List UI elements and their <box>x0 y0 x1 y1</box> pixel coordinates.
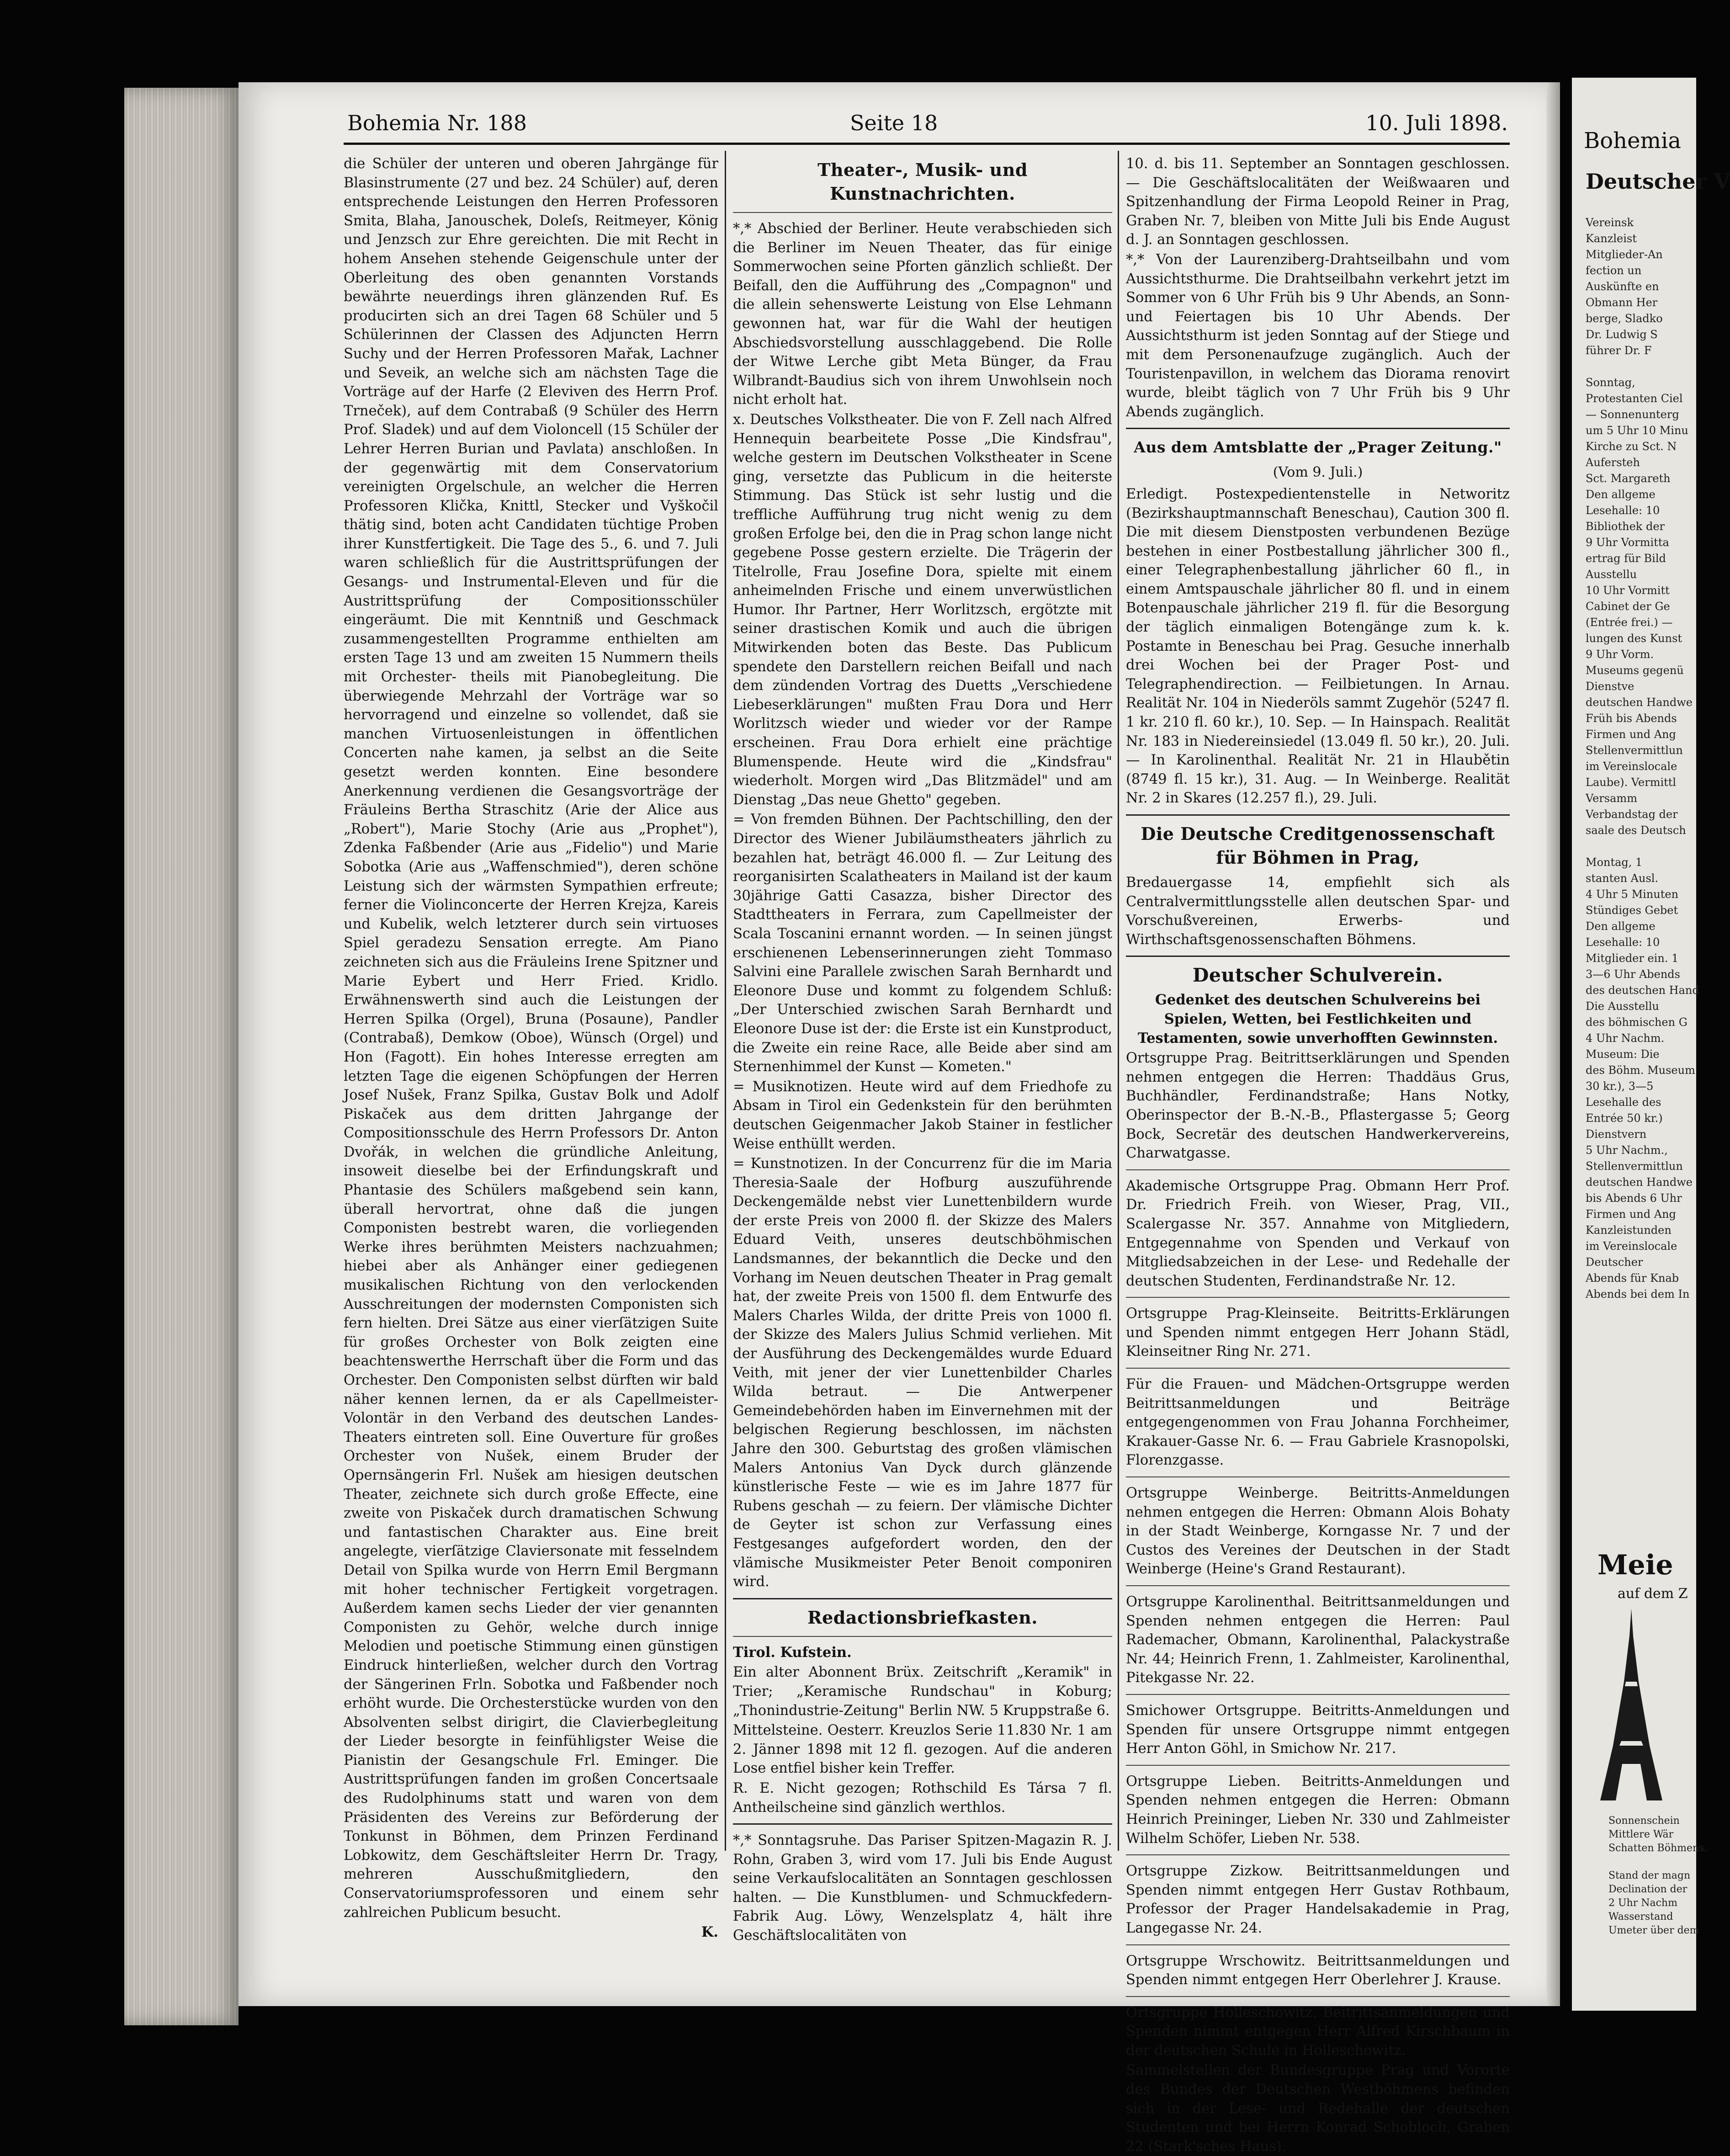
adjacent-line: um 5 Uhr 10 Minu <box>1586 424 1688 437</box>
section-rule <box>1126 956 1510 957</box>
adjacent-page-fragment <box>1572 78 1730 2011</box>
amtsblatt-text: Erledigt. Postexpedientenstelle in Networitz (Bezirkshauptmannschaft Beneschau), Caution 300 fl. Die mit diesem Dienstposten verbundenen Bezüge bestehen in einer Postbestallung jährlicher 300 fl., einer Telegraphenbestallung jährlicher 60 fl., in einem Amtspauschale jährlicher 80 fl. und in einem Botenpauschale jährlicher 219 fl. für die Besorgung der täglich einmaligen Botengänge zum k. k. Postamte in Beneschau bei Prag. Gesuche innerhalb drei Wochen bei der Prager Post- und Telegraphendirection. — Feilbietungen. In Arnau. Realität Nr. 104 in Niederöls sammt Zugehör (5247 fl. 1 kr. 210 fl. 60 kr.), 10. Sep. — In Hainspach. Realität Nr. 183 in Niedereinsiedel (13.049 fl. 50 kr.), 20. Juli. — In Karolinenthal. Realität Nr. 21 in Hlaubětin (8749 fl. 15 kr.), 31. Aug. — In Weinberge. Realität Nr. 2 in Skares (12.257 fl.), 29. Juli. <box>1126 486 1510 807</box>
section-rule <box>733 1636 1112 1637</box>
section-rule <box>733 1598 1112 1599</box>
adjacent-footer-line: Schatten Böhmens. <box>1608 1843 1708 1854</box>
header-date: 10. Juli 1898. <box>1365 111 1508 135</box>
article-volkstheater: x. Deutsches Volkstheater. Die von F. Zell nach Alfred Hennequin bearbeitete Posse „Die Kindsfrau", welche gestern im Deutschen Volkstheater in Scene ging, versetzte das Publicum in die heiterste Stimmung. Das Stück ist sehr lustig und die treffliche Aufführung trug nicht wenig zu dem großen Erfolge bei, den die in Prag schon lange nicht gegebene Posse gestern erzielte. Die Trägerin der Titelrolle, Frau Josefine Dora, spielte mit einem anheimelnden Frische und einem unverwüstlichen Humor. Ihr Partner, Herr Worlitzsch, ergötzte mit seiner drastischen Komik und auch die übrigen Mitwirkenden boten das Beste. Das Publicum spendete den Darstellern reichen Beifall und nach dem zündenden Vortrag des Duetts „Verschiedene Liebeserklärungen" mußten Frau Dora und Herr Worlitzsch wieder und wieder vor der Rampe erscheinen. Frau Dora erhielt eine prächtige Blumenspende. Heute wird die „Kindsfrau" wiederholt. Morgen wird „Das Blitzmädel" und am Dienstag „Das neue Ghetto" gegeben. <box>733 411 1112 808</box>
ortsgruppe-entry: Für die Frauen- und Mädchen-Ortsgruppe werden Beitrittsanmeldungen und Beiträge entgegengenommen von Frau Johanna Forchheimer, Krakauer-Gasse Nr. 6. — Frau Gabriele Krasnopolski, Florenzgasse. <box>1126 1376 1510 1469</box>
adjacent-column-text <box>1586 215 1704 1586</box>
adjacent-footer-line: Umeter über dem <box>1608 1925 1699 1936</box>
adjacent-footer-line: Mittlere Wär <box>1608 1829 1674 1840</box>
mailbox-entry: Tirol. Kufstein. <box>733 1644 852 1661</box>
section-title-mailbox: Redactionsbriefkasten. <box>807 1607 1038 1628</box>
article-fremde-buehnen: = Von fremden Bühnen. Der Pachtschilling, den der Director des Wiener Jubiläumstheaters jährlich zu bezahlen hat, beträgt 46.000 fl. — Zur Leitung des reorganisirten Scalatheaters in Mailand ist der kaum 30jährige Gatti Casazza, bisher Director des Stadttheaters in Ferrara, zum Capellmeister der Scala Toscanini ernannt worden. — In seinen jüngst erschienenen Lebenserinnerungen zieht Tommaso Salvini eine Parallele zwischen Sarah Bernhardt und Eleonore Duse und kommt zu folgendem Schluß: „Der Unterschied zwischen Sarah Bernhardt und Eleonore Duse ist der: die Erste ist ein Kunstproduct, die Zweite ein reine Race, alle Beide aber sind am Sternenhimmel der Kunst — Kometen." <box>733 812 1112 1075</box>
adjacent-line: Sonntag, <box>1586 376 1635 389</box>
adjacent-line <box>1586 839 1704 855</box>
adjacent-line: Kirche zu Sct. N <box>1586 440 1677 453</box>
adjacent-footer-line: 2 Uhr Nachm <box>1608 1897 1677 1909</box>
header-rule <box>344 143 1510 145</box>
entry-rule <box>1126 1854 1510 1855</box>
section-title-creditgenossenschaft: Die Deutsche Creditgenossenschaft für Böhmen in Prag, <box>1141 823 1495 868</box>
column-1 <box>344 154 718 1941</box>
adjacent-line: Lesehalle des <box>1586 1096 1661 1109</box>
adjacent-line: Firmen und Ang <box>1586 1208 1676 1221</box>
adjacent-line: 30 kr.), 3—5 <box>1586 1080 1654 1093</box>
adjacent-line: deutschen Handwe <box>1586 1176 1693 1189</box>
adjacent-line: berge, Sladko <box>1586 312 1663 325</box>
adjacent-line: Versamm <box>1586 792 1637 805</box>
adjacent-ad-title: Meie <box>1597 1549 1673 1581</box>
adjacent-footer-line <box>1608 1855 1700 1869</box>
adjacent-line: Stellenvermittlun <box>1586 1160 1683 1173</box>
adjacent-line: 4 Uhr 5 Minuten <box>1586 888 1679 901</box>
adjacent-line: Montag, 1 <box>1586 856 1643 869</box>
adjacent-line: Vereinsk <box>1586 216 1634 229</box>
adjacent-line: Protestanten Ciel <box>1586 392 1683 405</box>
ortsgruppe-entry: Ortsgruppe Prag-Kleinseite. Beitritts-Erklärungen und Spenden nimmt entgegen Herr Johann Städl, Kleinseitner Ring Nr. 271. <box>1126 1306 1510 1360</box>
entry-rule <box>1126 1476 1510 1477</box>
section-rule <box>733 212 1112 213</box>
entry-rule <box>1126 1944 1510 1945</box>
adjacent-line: Dienstvern <box>1586 1128 1647 1141</box>
adjacent-line: Den allgeme <box>1586 920 1656 933</box>
adjacent-line: Mitglieder-An <box>1586 248 1663 261</box>
adjacent-footer-line: Declination der <box>1608 1884 1688 1895</box>
adjacent-line: 9 Uhr Vormitta <box>1586 536 1669 549</box>
adjacent-line: Museum: Die <box>1586 1048 1660 1061</box>
adjacent-line: Dienstve <box>1586 680 1634 693</box>
adjacent-line: Dr. Ludwig S <box>1586 328 1658 341</box>
adjacent-line: (Entrée frei.) — <box>1586 616 1673 629</box>
sammelstellen-entry: Sammelstellen der Bundesgruppe Prag und Vororte des Bundes der Deutschen Westböhmens befinden sich in der Lese- und Redehalle der deutschen Studenten und bei Herrn Konrad Schobloch, Graben 22 (Stark'sches Haus). <box>1126 2062 1510 2155</box>
adjacent-line: saale des Deutsch <box>1586 824 1686 837</box>
adjacent-line: 9 Uhr Vorm. <box>1586 648 1654 661</box>
adjacent-line: Sct. Margareth <box>1586 472 1671 485</box>
amtsblatt-date: (Vom 9. Juli.) <box>1273 464 1363 481</box>
adjacent-line <box>1586 359 1704 375</box>
ortsgruppe-entry: Ortsgruppe Karolinenthal. Beitrittsanmeldungen und Spenden nehmen entgegen die Herren: Paul Rademacher, Obmann, Karolinenthal, Palackystraße Nr. 44; Heinrich Frenn, 1. Zahlmeister, Karolinenthal, Pitekgasse Nr. 22. <box>1126 1594 1510 1686</box>
conservatory-report-text: die Schüler der unteren und oberen Jahrgänge für Blasinstrumente (27 und bez. 24 Schüler) auf, deren entsprechende Leistungen den Herren Professoren Smita, Blaha, Janouschek, Doleſs, Reitmeyer, König und Jenzsch zur Ehre gereichten. Die mit Recht in hohem Ansehen stehende Geigenschule unter der Oberleitung des oben genannten Vorstands bewährte neuerdings ihren glänzenden Ruf. Es producirten sich an drei Tagen 68 Schüler und 5 Schülerinnen der Classen des Adjuncten Herrn Suchy und der Herren Professoren Mařak, Lachner und Seveik, an welche sich am nächsten Tage die Vorträge auf der Harfe (2 Eleviven des Herrn Prof. Trneček), auf dem Contrabaß (9 Schüler des Herrn Prof. Sladek) und auf dem Violoncell (15 Schüler der Lehrer Herren Burian und Pavlata) anschloßen. In der gegenwärtig mit dem Conservatorium vereinigten Orgelschule, an welcher die Herren Professoren Klička, Knittl, Stecker und Vyškočil thätig sind, boten acht Candidaten tüchtige Proben ihrer Kunstfertigkeit. Die Tage des 5., 6. und 7. Juli waren schließlich für die Austrittsprüfungen der Gesangs- und Instrumental-Eleven und für die Austrittsprüfung der Compositionsschüler eingeräumt. Die mit Kenntniß und Geschmack zusammengestellten Programme enthielten am ersten Tage 13 und am zweiten 15 Nummern theils mit Orchester- theils mit Pianobegleitung. Die überwiegende Mehrzahl der Vorträge war so hervorragend und einzelne so vollendet, daß sie manchen Virtuosenleistungen in öffentlichen Concerten nahe kamen, ja selbst an die Seite gesetzt werden konnten. Eine besondere Anerkennung verdienen die Gesangsvorträge der Fräuleins Bertha Straschitz (Arie der Alice aus „Robert"), Marie Stochy (Arie aus „Prophet"), Zdenka Faßbender (Arie aus „Fidelio") und Marie Sobotka (Arie aus „Waffenschmied"), deren schöne Leistung sich der wärmsten Sympathien erfreute; ferner die Violinconcerte der Herren Krejza, Kareis und Kubelik, welch letzterer durch sein virtuoses Spiel geradezu Sensation erregte. Am Piano zeichneten sich aus die Fräuleins Irene Spitzner und Marie Eybert und Herr Fried. Kridlo. Erwähnenswerth sind auch die Leistungen der Herren Spilka (Orgel), Bruna (Posaune), Pandler (Contrabaß), Demkow (Oboe), Wünsch (Orgel) und Hon (Fagott). Ein hohes Interesse erregten am letzten Tage die eigenen Schöpfungen der Herren Josef Nušek, Franz Spilka, Gustav Bolk und Adolf Piskaček aus dem dritten Jahrgange der Compositionsschule des Herrn Professors Dr. Anton Dvořák, in welchen die gründliche Anleitung, insoweit dieselbe bei der Erfindungskraft und Phantasie des Schülers maßgebend sein kann, überall hervortrat, ohne daß die jungen Componisten bestrebt waren, die vorliegenden Werke ihres berühmten Meisters nachzuahmen; hiebei aber als Anhänger einer gediegenen musikalischen Richtung von den verlockenden Ausschreitungen der modernsten Componisten sich fern hielten. Drei Sätze aus einer vierſätzigen Suite für großes Orchester von Bolk zeigten eine beachtenswerthe Herrschaft über die Form und das Orchester. Den Componisten selbst dürften wir bald näher kennen lernen, da er als Capellmeister-Volontär in den Verband des deutschen Landes-Theaters eintreten soll. Eine Ouverture für großes Orchester von Nušek, einem Bruder der Opernsängerin Frl. Nušek am hiesigen deutschen Theater, zeichnete sich durch große Effecte, eine zweite von Piskaček durch dramatischen Schwung und fantastischen Charakter aus. Eine breit angelegte, vierſätzige Claviersonate mit fesselndem Detail von Spilka wurde von Herrn Emil Bergmann mit hoher technischer Fertigkeit vorgetragen. Außerdem kamen sechs Lieder der vier genannten Componisten zu Gehör, welche durch innige Melodien und poetische Stimmung einen günstigen Eindruck hinterließen, welcher durch den Vortrag der Sängerinen Frln. Sobotka und Faßbender noch erhöht wurde. Die Orchesterstücke wurden von den Absolventen selbst dirigirt, die Clavierbegleitung der Lieder besorgte in feinfühligster Weise die Pianistin der Gesangschule Frl. Eminger. Die Austrittsprüfungen fanden im großen Concertsaale des Rudolphinums statt und waren von dem Präsidenten des Vereins zur Beförderung der Tonkunst in Böhmen, dem Prinzen Ferdinand Lobkowitz, dem Geschäftsleiter Herrn Dr. Tragy, mehreren Ausschußmitgliedern, den Conservatoriumsprofessoren und einem sehr zahlreichen Publicum besucht. <box>344 156 718 1921</box>
entry-rule <box>1126 1765 1510 1766</box>
adjacent-line: Lesehalle: 10 <box>1586 936 1660 949</box>
eiffel-tower-illustration <box>1599 1609 1663 1800</box>
ortsgruppe-entry: Ortsgruppe Wrschowitz. Beitrittsanmeldungen und Spenden nimmt entgegen Herr Oberlehrer J. Krause. <box>1126 1953 1510 1988</box>
adjacent-line: Lesehalle: 10 <box>1586 504 1660 517</box>
section-title-theater: Theater-, Musik- und Kunstnachrichten. <box>817 159 1028 204</box>
ortsgruppe-entry: Ortsgruppe Zizkow. Beitrittsanmeldungen und Spenden nimmt entgegen Herr Gustav Rothbaum, Professor der Prager Handelsakademie in Prag, Langegasse Nr. 24. <box>1126 1863 1510 1936</box>
adjacent-line: Deutscher <box>1586 1256 1643 1269</box>
ortsgruppe-entry: Ortsgruppe Weinberge. Beitritts-Anmeldungen nehmen entgegen die Herren: Obmann Alois Bohaty in der Stadt Weinberge, Korngasse Nr. 7 und der Custos des Vereines der Deutschen in der Stadt Weinberge (Heine's Grand Restaurant). <box>1126 1485 1510 1577</box>
entry-rule <box>1126 1694 1510 1695</box>
adjacent-line: Bibliothek der <box>1586 520 1665 533</box>
header-publication: Bohemia Nr. 188 <box>347 111 527 135</box>
adjacent-line: — Sonnenunterg <box>1586 408 1679 421</box>
adjacent-line: Abends für Knab <box>1586 1272 1679 1285</box>
ortsgruppe-entry: Ortsgruppe Lieben. Beitritts-Anmeldungen und Spenden nehmen entgegen die Herren: Obmann Heinrich Preininger, Lieben Nr. 330 und Zahlmeister Wilhelm Schöfer, Lieben Nr. 538. <box>1126 1773 1510 1847</box>
book-page-stack <box>124 88 239 2025</box>
header-page-number: Seite 18 <box>850 111 938 135</box>
column-2 <box>733 154 1112 1944</box>
schulverein-motto: Gedenket des deutschen Schulvereins bei Spielen, Wetten, bei Festlichkeiten und Testamenten, sowie unverhofften Gewinnsten. <box>1137 992 1498 1046</box>
adjacent-line: Abends bei dem In <box>1586 1288 1690 1301</box>
adjacent-line: Kanzleist <box>1586 232 1637 245</box>
ortsgruppe-entry: Ortsgruppe Prag. Beitrittserklärungen und Spenden nehmen entgegen die Herren: Thaddäus Grus, Buchhändler, Ferdinandstraße; Hans Notky, Oberinspector der B.-N.-B., Pflastergasse 5; Georg Bock, Secretär des deutschen Handwerkervereins, Charwatgasse. <box>1126 1050 1510 1162</box>
adjacent-line: Verbandstag der <box>1586 808 1678 821</box>
article-berliner: *,* Abschied der Berliner. Heute verabschieden sich die Berliner im Neuen Theater, das für einige Sommerwochen seine Pforten gänzlich schließt. Der Beifall, den die Aufführung des „Compagnon" und die allein sehenswerte Leistung von Else Lehmann gewonnen hat, war für die Wahl der heutigen Abschiedsvorstellung ausschlaggebend. Die Rolle der Witwe Lerche gibt Meta Bünger, da Frau Wilbrandt-Baudius sich von ihrem Unwohlsein noch nicht erholt hat. <box>733 221 1112 408</box>
article-drahtseilbahn: *,* Von der Laurenziberg-Drahtseilbahn und vom Aussichtsthurme. Die Drahtseilbahn verkehrt jetzt im Sommer von 6 Uhr Früh bis 9 Uhr Abends, an Sonn- und Feiertagen bis 10 Uhr Abends. Der Aussichtsthurm ist jeden Sonntag auf der Stiege und mit dem Personenaufzuge zugänglich. Auch der Touristenpavillon, in welchem das Diorama renovirt wurde, bleibt täglich von 7 Uhr Früh bis 9 Uhr Abends zugänglich. <box>1126 251 1510 420</box>
mailbox-entry: Mittelsteine. Oesterr. Kreuzlos Serie 11.830 Nr. 1 am 2. Jänner 1898 mit 12 fl. gezogen. Auf die anderen Lose entfiel bisher kein Treffer. <box>733 1722 1112 1777</box>
creditgenossenschaft-text: Bredauergasse 14, empfiehlt sich als Centralvermittlungsstelle allen deutschen Spar- und Vorschußvereinen, Erwerbs- und Wirthschaftsgenossenschaften Böhmens. <box>1126 875 1510 948</box>
article-kunstnotizen: = Kunstnotizen. In der Concurrenz für die im Maria Theresia-Saale der Hofburg auszuführende Deckengemälde nebst vier Lunettenbildern wurde der erste Preis von 2000 fl. der Skizze des Malers Eduard Veith, unseres deutschböhmischen Landsmannes, der bekanntlich die Decke und den Vorhang im Neuen deutschen Theater in Prag gemalt hat, der zweite Preis von 1500 fl. dem Entwurfe des Malers Charles Wilda, der dritte Preis von 1000 fl. der Skizze des Malers Julius Schmid verliehen. Mit der Ausführung des Deckengemäldes wurde Eduard Veith, mit jener der vier Lunettenbilder Charles Wilda betraut. — Die Antwerpener Gemeindebehörden haben im Einvernehmen mit der belgischen Regierung beschlossen, im nächsten Jahre den 300. Geburtstag des großen vlämischen Malers Antonius Van Dyck durch glänzende künstlerische Feste — wie es im Jahre 1877 für Rubens geschah — zu feiern. Der vlämische Dichter de Geyter ist schon zur Verfassung eines Festgesanges aufgefordert worden, den der vlämische Musikmeister Peter Benoit componiren wird. <box>733 1156 1112 1590</box>
adjacent-line: Stündiges Gebet <box>1586 904 1678 917</box>
adjacent-line: Firmen und Ang <box>1586 728 1676 741</box>
ortsgruppe-entry: Ortsgruppe Holleschowitz. Beitrittsanmeldungen und Spenden nimmt entgegen Herr Alfred Kirschbaum in der deutschen Schule in Holleschowitz. <box>1126 2004 1510 2059</box>
adjacent-footer-line: Stand der magn <box>1608 1870 1691 1881</box>
adjacent-line: des deutschen Hand <box>1586 984 1699 997</box>
adjacent-line: Auskünfte en <box>1586 280 1659 293</box>
adjacent-line: lungen des Kunst <box>1586 632 1682 645</box>
adjacent-line: im Vereinslocale <box>1586 760 1677 773</box>
adjacent-line: Aufersteh <box>1586 456 1640 469</box>
adjacent-footer-text <box>1608 1814 1708 1938</box>
section-title-schulverein: Deutscher Schulverein. <box>1192 964 1443 987</box>
adjacent-footer-line: Sonnenschein <box>1608 1815 1680 1827</box>
adjacent-ad-subtitle: auf dem Z <box>1618 1586 1688 1602</box>
mailbox-entry: Ein alter Abonnent Brüx. Zeitschrift „Keramik" in Trier; „Keramische Rundschau" in Koburg; „Thonindustrie-Zeitung" Berlin NW. 5 Kruppstraße 6. <box>733 1664 1112 1719</box>
section-title-amtsblatt: Aus dem Amtsblatte der „Prager Zeitung." <box>1134 438 1502 457</box>
adjacent-line: führer Dr. F <box>1586 344 1652 357</box>
adjacent-line: des böhmischen G <box>1586 1016 1688 1029</box>
ortsgruppe-entry: Smichower Ortsgruppe. Beitritts-Anmeldungen und Spenden für unsere Ortsgruppe nimmt entgegen Herr Anton Göhl, in Smichow Nr. 217. <box>1126 1702 1510 1757</box>
ortsgruppe-entry: Akademische Ortsgruppe Prag. Obmann Herr Prof. Dr. Friedrich Freih. von Wieser, Prag, VII., Scalergasse Nr. 357. Annahme von Mitgliedern, Entgegennahme von Spenden und Verkauf von Mitgliedsabzeichen in der Lese- und Redehalle der deutschen Studenten, Ferdinandstraße Nr. 12. <box>1126 1178 1510 1289</box>
adjacent-line: deutschen Handwe <box>1586 696 1693 709</box>
entry-rule <box>1126 1297 1510 1298</box>
entry-rule <box>1126 1585 1510 1586</box>
adjacent-line: Stellenvermittlun <box>1586 744 1683 757</box>
entry-rule <box>1126 1169 1510 1170</box>
column-divider-2 <box>1118 151 1119 1851</box>
adjacent-line: Museums gegenü <box>1586 664 1684 677</box>
column-3 <box>1126 154 1510 2155</box>
page-edge-shadow <box>1546 82 1560 2006</box>
adjacent-line: im Vereinslocale <box>1586 1240 1677 1253</box>
article-sonntagsruhe-continued: 10. d. bis 11. September an Sonntagen geschlossen. — Die Geschäftslocalitäten der Weißwaaren und Spitzenhandlung der Firma Leopold Reiner in Prag, Graben Nr. 7, bleiben von Mitte Juli bis Ende August d. J. an Sonntagen geschlossen. <box>1126 156 1510 248</box>
adjacent-line: ertrag für Bild <box>1586 552 1666 565</box>
adjacent-line: Cabinet der Ge <box>1586 600 1670 613</box>
adjacent-header: Bohemia <box>1584 128 1681 154</box>
adjacent-line: Früh bis Abends <box>1586 712 1677 725</box>
adjacent-title: Deutscher V <box>1586 169 1730 194</box>
adjacent-line: des Böhm. Museum <box>1586 1064 1695 1077</box>
adjacent-line: Die Ausstellu <box>1586 1000 1659 1013</box>
adjacent-line: Ausstellu <box>1586 568 1637 581</box>
adjacent-line: bis Abends 6 Uhr <box>1586 1192 1682 1205</box>
page-header <box>347 111 1508 143</box>
adjacent-footer-line: Wasserstand <box>1608 1911 1673 1922</box>
adjacent-line: 3—6 Uhr Abends <box>1586 968 1680 981</box>
mailbox-entry: R. E. Nicht gezogen; Rothschild Es Társa 7 fl. Antheilscheine sind gänzlich werthlos. <box>733 1780 1112 1816</box>
adjacent-line: Entrée 50 kr.) <box>1586 1112 1663 1125</box>
entry-rule <box>1126 1368 1510 1369</box>
adjacent-line: 5 Uhr Nachm., <box>1586 1144 1668 1157</box>
article-sonntagsruhe: *,* Sonntagsruhe. Das Pariser Spitzen-Magazin R. J. Rohn, Graben 3, wird vom 17. Juli bis Ende August seine Verkaufslocalitäten an Sonntagen geschlossen halten. — Die Kunstblumen- und Schmuckfedern-Fabrik Aug. Löwy, Wenzelsplatz 4, hält ihre Geschäftslocalitäten von <box>733 1832 1112 1944</box>
section-rule <box>1126 814 1510 816</box>
adjacent-line: 4 Uhr Nachm. <box>1586 1032 1665 1045</box>
adjacent-line: fection un <box>1586 264 1642 277</box>
adjacent-line: stanten Ausl. <box>1586 872 1659 885</box>
adjacent-line: Den allgeme <box>1586 488 1656 501</box>
adjacent-line: Obmann Her <box>1586 296 1658 309</box>
author-signature: K. <box>701 1924 718 1941</box>
adjacent-line: Mitglieder ein. 1 <box>1586 952 1679 965</box>
column-divider-1 <box>725 151 726 1851</box>
adjacent-line: Kanzleistunden <box>1586 1224 1672 1237</box>
article-musiknotizen: = Musiknotizen. Heute wird auf dem Friedhofe zu Absam in Tirol ein Gedenkstein für den berühmten deutschen Geigenmacher Jakob Stainer in festlicher Weise enthüllt werden. <box>733 1078 1112 1152</box>
adjacent-line: Laube). Vermittl <box>1586 776 1677 789</box>
entry-rule <box>1126 1996 1510 1997</box>
section-rule <box>733 1823 1112 1825</box>
adjacent-line: 10 Uhr Vormitt <box>1586 584 1670 597</box>
section-rule <box>1126 428 1510 429</box>
